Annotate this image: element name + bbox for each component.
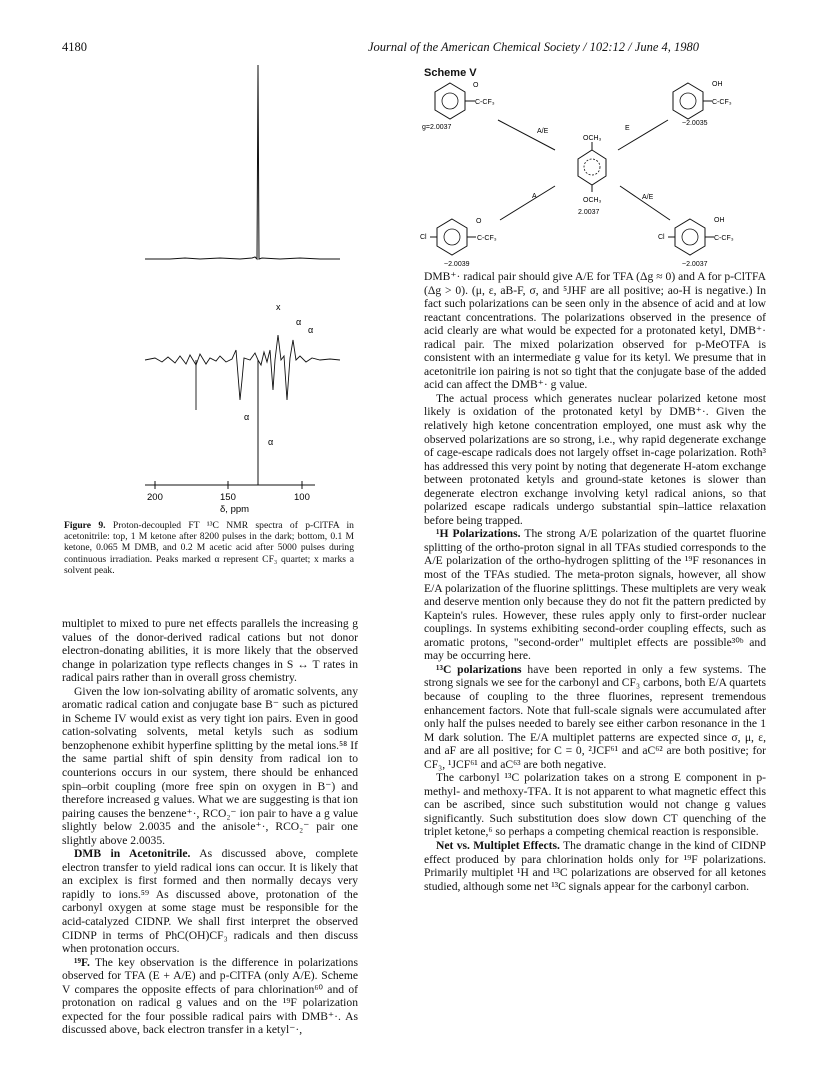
hydroxyl-label: OH: [714, 217, 725, 224]
cf3-label: C-CF₃: [475, 99, 495, 106]
figure-caption-text: Proton-decoupled FT ¹³C NMR spectra of p-ClTFA in acetonitrile: top, 1 M ketone after 8200 pulses in the dark; bottom, 0.1 M ketone, 0.065 M DMB, and 0.2 M acetic acid after 5000 pulses during continuous irradiation. Peaks marked α represent CF₃ quartet; x marks a solvent peak.: [64, 520, 354, 576]
paragraph: [424, 839, 766, 893]
g-value: 2.0037: [578, 209, 600, 216]
polarization-label: A/E: [642, 194, 654, 201]
tfa-ketone-structure: [422, 82, 495, 131]
g-value: ~2.0037: [682, 261, 708, 268]
axis-tick-label: 200: [147, 492, 163, 503]
cf3-peak-mark: α: [308, 325, 314, 335]
nmr-spectra-figure: [140, 60, 360, 515]
cf3-label: C-CF₃: [712, 99, 732, 106]
polarization-label: A: [532, 193, 537, 200]
paragraph-text: have been reported in only a few systems. The strong signals we see for the carbonyl and CF₃ carbons, both E/A quartets because of coupling to the three fluorines, represent tremendous enhancement factors. Note that full-scale signals were accumulated after only half the pulses needed to barely see either carbon resonance in the 1 M dark solution. The E/A multiplet patterns are expected since σ, μ, ε, and aF are all positive; for C = 0, ²JCF⁶¹ and aC⁶² are both positive; for CF₃, ¹JCF⁶¹ and aC⁶³ are both negative.: [424, 662, 766, 771]
pcltfa-ketyl-structure: [658, 217, 734, 268]
section-heading: ¹³C polarizations: [436, 662, 522, 676]
paragraph-text: The key observation is the difference in polarizations observed for TFA (E + A/E) and p-ClTFA (only A/E). Scheme V compares the opposite effects of para chlorination⁶⁰ and of protonation on radical g values and on the ¹⁹F polarization expected for the four possible radical pairs with DMB⁺·. As discussed above, back electron transfer in a ketyl⁻·,: [62, 955, 358, 1037]
scheme-title: Scheme V: [424, 67, 477, 79]
figure-caption: [64, 520, 354, 576]
paragraph: DMB⁺· radical pair should give A/E for TFA (Δg ≈ 0) and A for p-ClTFA (Δg > 0). (μ, ε, aB-F, σ, and ⁵JHF are all positive; ao-H is negative.) In fact such polarizations can be seen only in the absence of acid and at low reactant concentrations. The polarizations observed in the presence of acid clearly are what would be expected for a protonated ketyl, DMB⁺· radical pair. The mixed polarization observed for p-MeOTFA is consistent with an intermediate g value for its ketyl. We presume that in acetonitrile ion pairing is not so tight that the conjugate base of the added acid can affect the DMB⁺· g value.: [424, 270, 766, 392]
g-value: ~2.0039: [444, 261, 470, 268]
axis-label: δ, ppm: [220, 504, 250, 515]
methoxy-label: OCH₃: [583, 135, 602, 142]
polarization-label: A/E: [537, 128, 549, 135]
hydroxyl-label: OH: [712, 81, 723, 88]
paragraph-text: As discussed above, complete electron transfer to yield radical ions can occur. It is likely that an exciplex is first formed and then normally decays very rapidly to ions.⁵⁹ As discussed above, protonation of the carbonyl oxygen at some stage must be responsible for the acid-catalyzed CIDNP. We shall first interpret the observed CIDNP in terms of PhC(OH)CF₃ radicals and then discuss when protonation occurs.: [62, 847, 358, 956]
journal-name: Journal of the American Chemical Society: [368, 40, 580, 54]
paragraph: Given the low ion-solvating ability of aromatic solvents, any aromatic radical cation and conjugate base B⁻ such as pictured in Scheme IV would exist as very tight ion pairs. Even in good cation-solvating solvents, metal ketyls such as sodium benzophenone exhibit hyperfine splitting by the metal ions.⁵⁸ If the same partial shift of spin density from radical ion to counterions occurs in our system, there should be enhanced spin–orbit coupling (more free spin on oxygen in B⁻) and therefore increased g values. What we are suggesting is that ion pairing causes the benzene⁺·, RCO₂⁻ ion pair to have a g value slightly below 2.0035 and the anisole⁺·, RCO₂⁻ pair one slightly above 2.0035.: [62, 684, 358, 847]
right-text-column: [424, 270, 766, 893]
cf3-label: C-CF₃: [714, 235, 734, 242]
cf3-label: C-CF₃: [477, 235, 497, 242]
pcltfa-ketone-structure: [420, 218, 497, 268]
cf3-peak-mark: α: [268, 437, 274, 447]
oxygen-label: O: [476, 218, 482, 225]
paragraph: [62, 956, 358, 1037]
figure-caption-label: Figure 9.: [64, 520, 106, 531]
section-heading: DMB in Acetonitrile.: [74, 847, 191, 861]
issue-date: June 4, 1980: [634, 40, 699, 54]
axis-tick-label: 150: [220, 492, 236, 503]
section-heading: ¹⁹F.: [74, 955, 90, 969]
top-spectrum: [145, 65, 340, 259]
paragraph: [62, 847, 358, 955]
oxygen-label: O: [473, 82, 479, 89]
scheme-v-diagram: [420, 78, 765, 268]
cf3-peak-mark: α: [296, 317, 302, 327]
ppm-axis: [145, 481, 315, 515]
issue: 102:12: [589, 40, 626, 54]
left-text-column: [62, 617, 358, 1037]
g-value: ~2.0035: [682, 120, 708, 127]
paragraph: multiplet to mixed to pure net effects parallels the increasing g values of the donor-derived radical cations but not donor electron-donating abilities, it is more likely that the observed change in polarization type reflects changes in S ↔ T rates in radical pairs rather than in overall gross chemistry.: [62, 617, 358, 685]
bottom-spectrum: [145, 335, 340, 485]
g-value: g=2.0037: [422, 124, 452, 131]
cf3-peak-mark: α: [244, 412, 250, 422]
section-heading: Net vs. Multiplet Effects.: [436, 838, 560, 852]
dmb-cation-structure: [578, 135, 606, 216]
chlorine-label: Cl: [420, 234, 427, 241]
paragraph: [424, 663, 766, 771]
methoxy-label: OCH₃: [583, 197, 602, 204]
solvent-peak-mark: x: [276, 302, 281, 312]
paragraph: The actual process which generates nuclear polarized ketone most likely is oxidation of the protonated ketyl by DMB⁺·. Given the relatively high ketone concentration employed, one must ask why the observed polarizations are so strong, i.e., why rapid degenerate exchange of cage-escape radicals does not largely offset in-cage polarization. Roth³ has addressed this very point by noting that degenerate H-atom exchange between protonated ketyls and ground-state ketones is slower than degenerate electron exchange involving ketyl radical anions, so that polarized escape radicals undergo substantial spin–lattice relaxation before being trapped.: [424, 391, 766, 527]
running-header: Journal of the American Chemical Society / 102:12 / June 4, 1980: [368, 40, 699, 54]
protonated-ketyl-structure: [673, 81, 732, 127]
axis-tick-label: 100: [294, 492, 310, 503]
paragraph-text: The strong A/E polarization of the quartet fluorine splitting of the ortho-proton signal in all TFAs studied corresponds to the A/E polarization of the ortho-hydrogen splitting of the ¹⁹F resonances in most of the TFAs studied. The meta-proton signals, however, all show E/A polarization of the fluorine splittings. These multiplets are very weak and deserve mention only because they do not fit the pattern predicted by Kaptein's rules. However, these rules apply only to first-order nuclear couplings. In systems exhibiting second-order coupling effects, such as aromatic protons, "second-order" multiplet effects are possible³⁰ᵇ and may be occurring here.: [424, 527, 766, 663]
paragraph: [424, 527, 766, 662]
paragraph-text: The dramatic change in the kind of CIDNP effect produced by para chlorination holds only for ¹⁹F polarizations. Primarily multiplet ¹H and ¹³C polarizations are observed for all ketones studied, although some net ¹³C signals appear for the carbonyl carbon.: [424, 838, 766, 893]
paragraph: The carbonyl ¹³C polarization takes on a strong E component in p-methyl- and methoxy-TFA. It is not apparent to what magnetic effect this can be ascribed, since such substitution would not change g values significantly. Such substitution does slow down CT quenching of the triplet ketone,⁶ so perhaps a competing chemical reaction is responsible.: [424, 771, 766, 839]
page-number: 4180: [62, 40, 87, 54]
polarization-label: E: [625, 125, 630, 132]
chlorine-label: Cl: [658, 234, 665, 241]
section-heading: ¹H Polarizations.: [436, 527, 521, 541]
